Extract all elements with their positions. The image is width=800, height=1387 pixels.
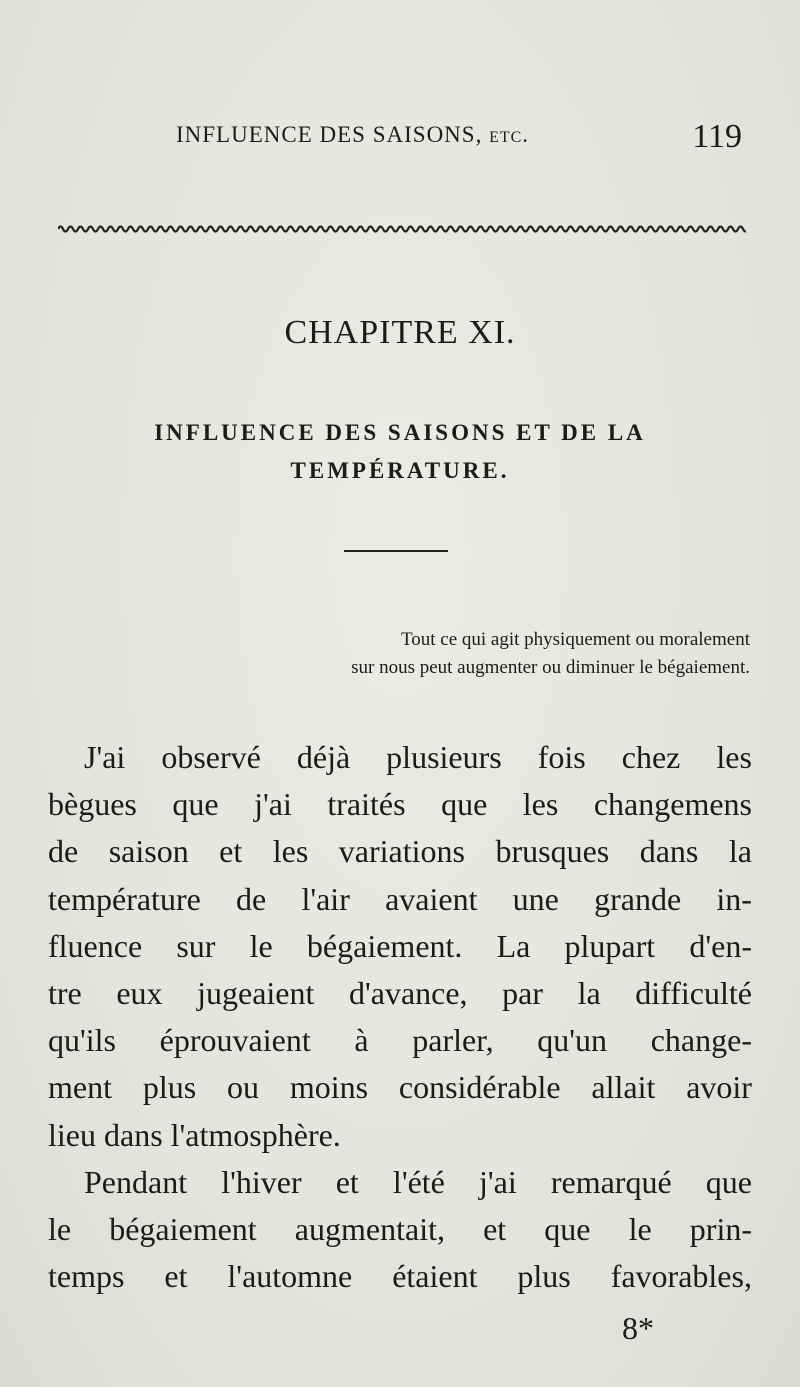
epigraph-line-2: sur nous peut augmenter ou diminuer le bégaiement.: [351, 657, 750, 678]
page-number: 119: [692, 118, 742, 155]
running-head: [0, 118, 800, 162]
body-line: ment plus ou moins considérable allait avoir: [48, 1069, 752, 1106]
body-line: fluence sur le bégaiement. La plupart d'en-: [48, 927, 752, 964]
chapter-title: CHAPITRE XI.: [284, 314, 516, 351]
signature-mark: 8*: [622, 1310, 654, 1346]
chapter-subtitle: [72, 414, 728, 490]
running-head-title: INFLUENCE DES SAISONS, etc.: [176, 122, 530, 147]
body-line: tre eux jugeaient d'avance, par la difficulté: [48, 974, 752, 1011]
chapter-subtitle-line-2: TEMPÉRATURE.: [290, 458, 510, 483]
body-line: de saison et les variations brusques dans la: [48, 833, 752, 870]
body-line: bègues que j'ai traités que les changemens: [48, 786, 752, 823]
body-line: temps et l'automne étaient plus favorables,: [48, 1258, 752, 1295]
body-text: [48, 734, 752, 1300]
wavy-rule-divider: [58, 222, 746, 236]
body-line: température de l'air avaient une grande in-: [48, 880, 752, 917]
body-line: le bégaiement augmentait, et que le prin-: [48, 1210, 752, 1247]
chapter-subtitle-line-1: INFLUENCE DES SAISONS ET DE LA: [154, 420, 646, 445]
body-line: Pendant l'hiver et l'été j'ai remarqué que: [84, 1163, 752, 1200]
epigraph: [150, 626, 750, 682]
epigraph-line-1: Tout ce qui agit physiquement ou moralement: [400, 629, 750, 650]
section-rule: [344, 550, 448, 552]
body-line: lieu dans l'atmosphère.: [48, 1116, 341, 1153]
body-line: J'ai observé déjà plusieurs fois chez les: [84, 739, 752, 775]
body-line: qu'ils éprouvaient à parler, qu'un change-: [48, 1022, 752, 1059]
